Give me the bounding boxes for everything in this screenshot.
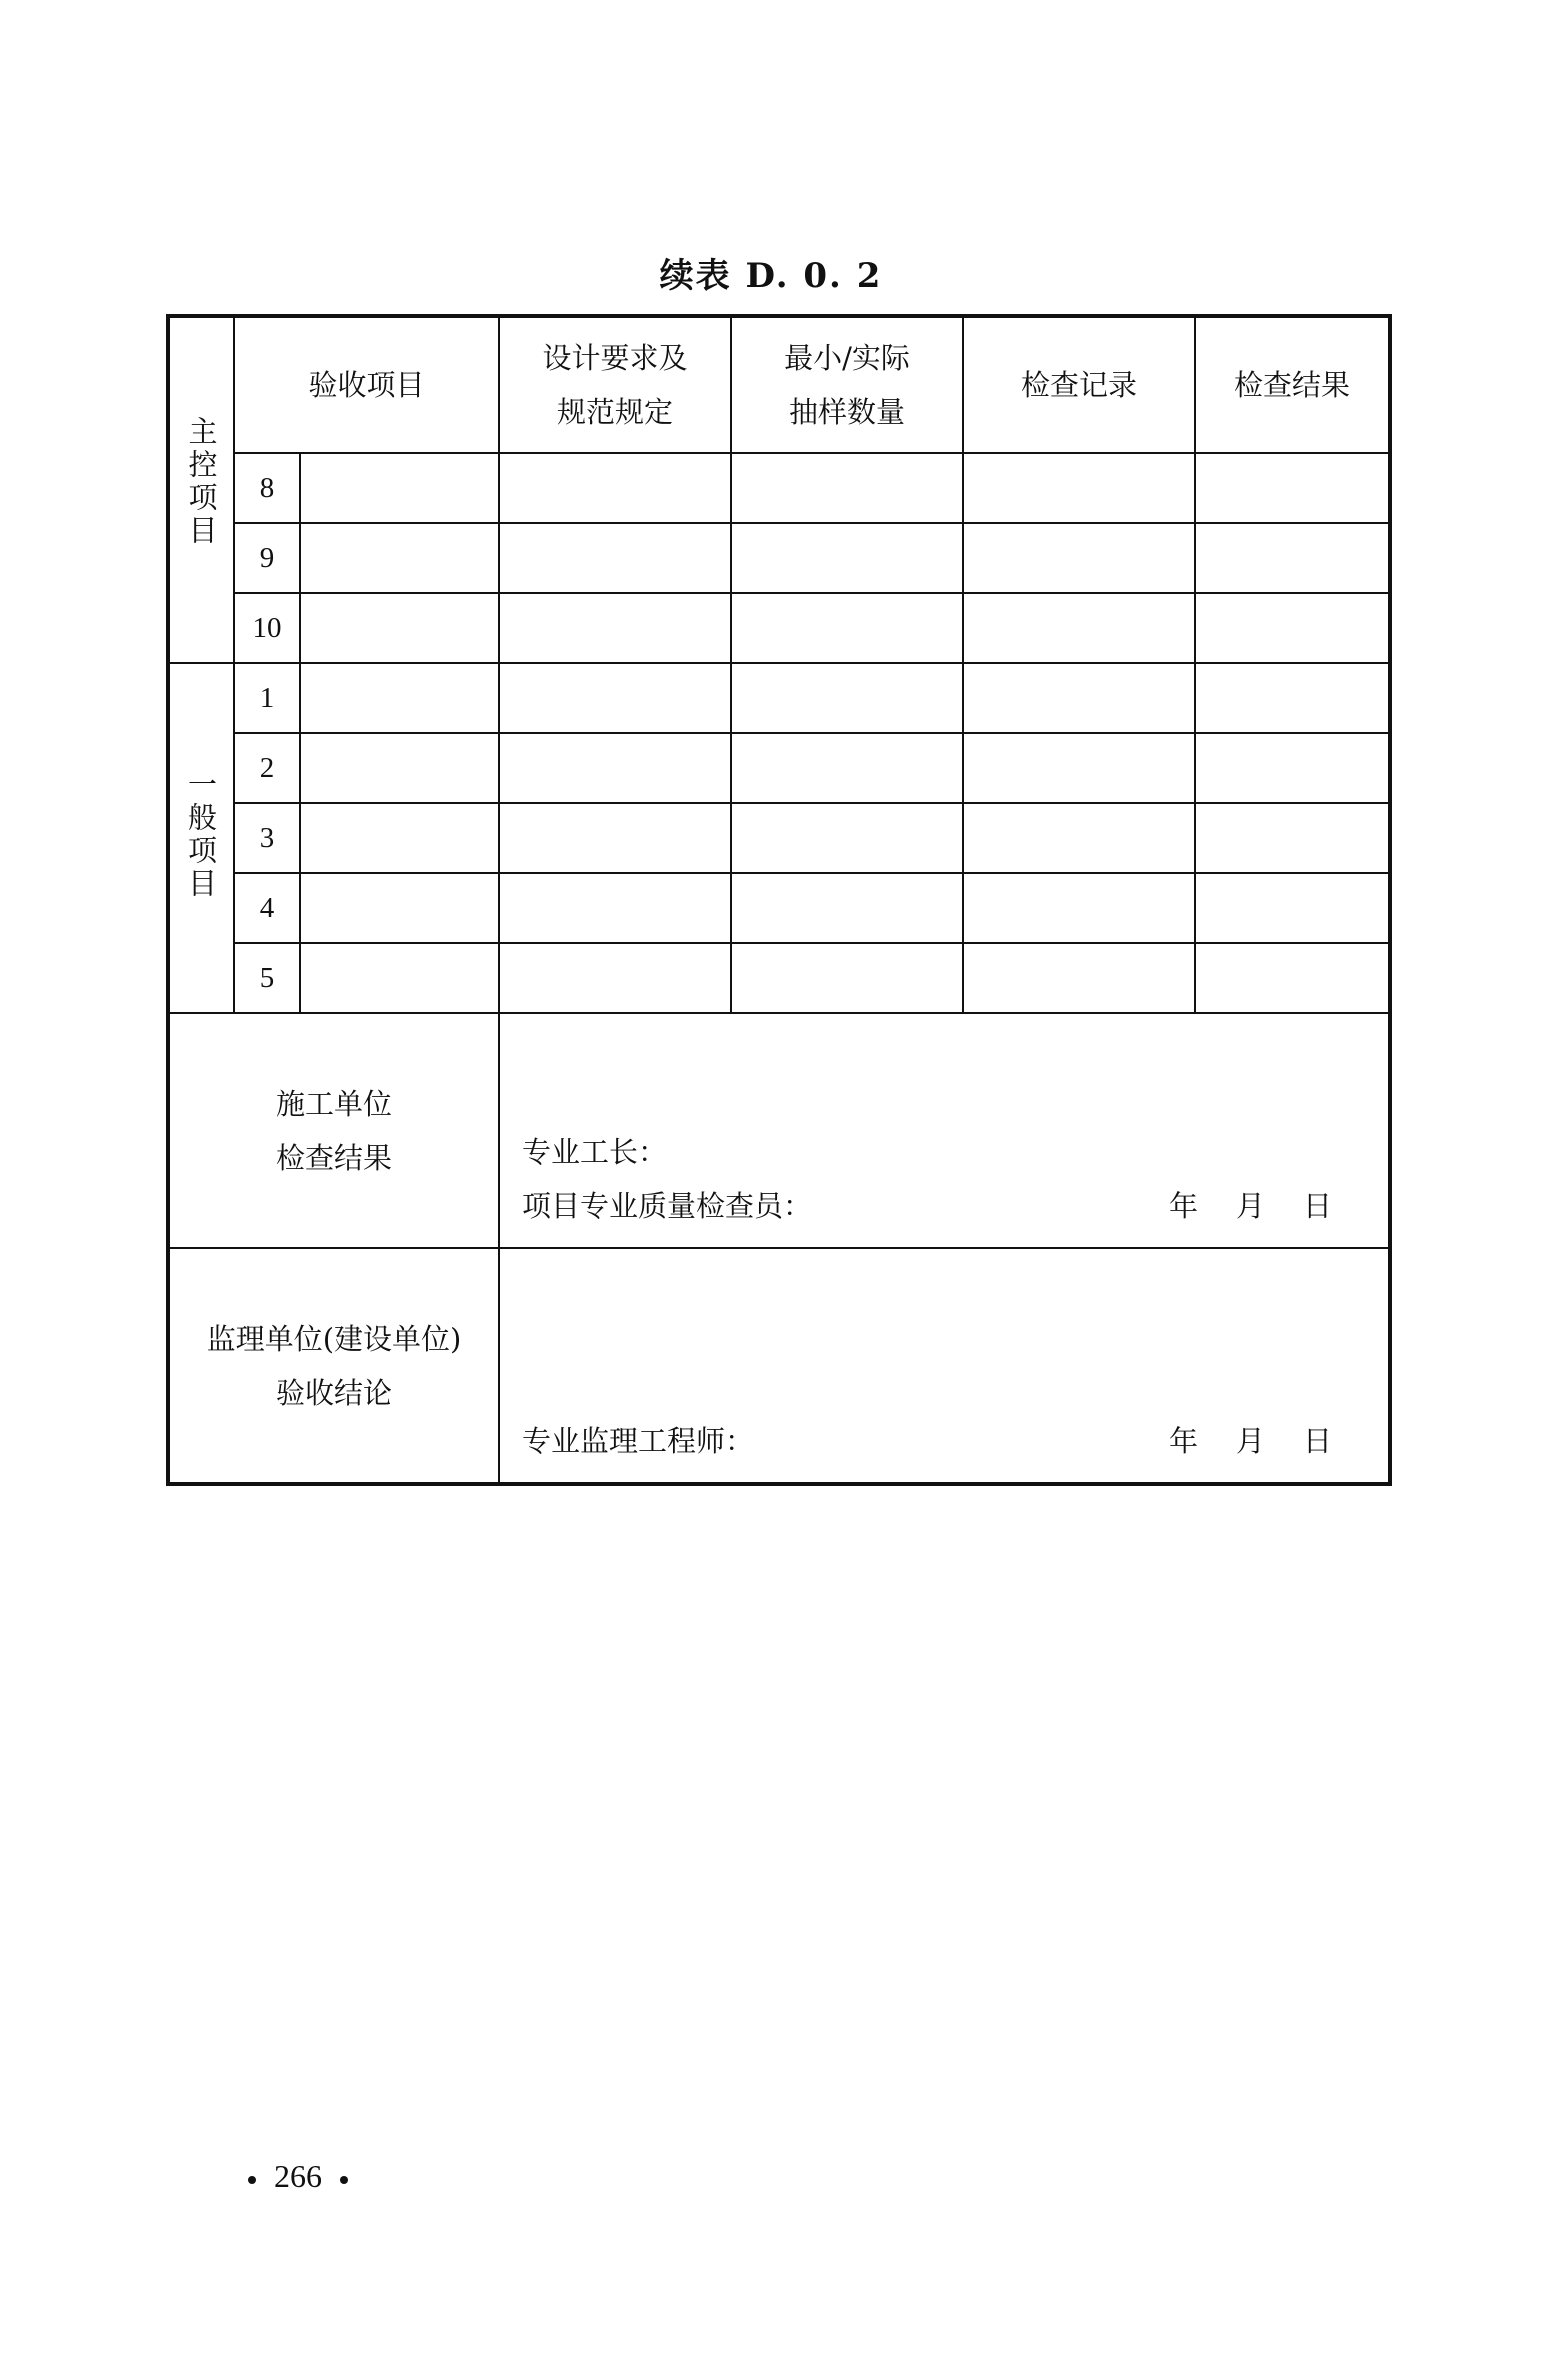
record-cell[interactable] bbox=[963, 523, 1195, 593]
result-cell[interactable] bbox=[1195, 873, 1390, 943]
item-cell[interactable] bbox=[300, 733, 499, 803]
requirement-cell[interactable] bbox=[499, 663, 731, 733]
header-design-requirement: 设计要求及 规范规定 bbox=[499, 316, 731, 453]
page-number: 266 bbox=[230, 2158, 366, 2195]
requirement-cell[interactable] bbox=[499, 873, 731, 943]
table-row bbox=[168, 453, 1390, 523]
supervising-engineer-label: 专业监理工程师： bbox=[522, 1424, 755, 1458]
row-number: 10 bbox=[234, 593, 300, 663]
sample-cell[interactable] bbox=[731, 663, 963, 733]
record-cell[interactable] bbox=[963, 663, 1195, 733]
header-acceptance-item: 验收项目 bbox=[234, 316, 499, 453]
bullet-icon bbox=[248, 2176, 256, 2184]
table-row bbox=[168, 943, 1390, 1013]
item-cell[interactable] bbox=[300, 873, 499, 943]
item-cell[interactable] bbox=[300, 523, 499, 593]
construction-date: 年 月 日 bbox=[1168, 1189, 1333, 1223]
row-number: 5 bbox=[234, 943, 300, 1013]
row-number: 1 bbox=[234, 663, 300, 733]
sample-cell[interactable] bbox=[731, 803, 963, 873]
header-inspection-result: 检查结果 bbox=[1195, 316, 1390, 453]
row-number: 4 bbox=[234, 873, 300, 943]
result-cell[interactable] bbox=[1195, 453, 1390, 523]
table-row bbox=[168, 593, 1390, 663]
table-row bbox=[168, 803, 1390, 873]
requirement-cell[interactable] bbox=[499, 593, 731, 663]
table-row bbox=[168, 663, 1390, 733]
record-cell[interactable] bbox=[963, 873, 1195, 943]
record-cell[interactable] bbox=[963, 453, 1195, 523]
sample-cell[interactable] bbox=[731, 733, 963, 803]
table-title: 续表 D. 0. 2 bbox=[659, 256, 883, 296]
header-inspection-record: 检查记录 bbox=[963, 316, 1195, 453]
inspection-form-table bbox=[166, 314, 1392, 1486]
row-number: 9 bbox=[234, 523, 300, 593]
record-cell[interactable] bbox=[963, 593, 1195, 663]
supervision-unit-signoff[interactable] bbox=[499, 1248, 1390, 1484]
sample-cell[interactable] bbox=[731, 593, 963, 663]
result-cell[interactable] bbox=[1195, 943, 1390, 1013]
table-row bbox=[168, 523, 1390, 593]
result-cell[interactable] bbox=[1195, 733, 1390, 803]
sample-cell[interactable] bbox=[731, 453, 963, 523]
result-cell[interactable] bbox=[1195, 593, 1390, 663]
item-cell[interactable] bbox=[300, 663, 499, 733]
bullet-icon bbox=[340, 2176, 348, 2184]
header-sample-count: 最小/实际 抽样数量 bbox=[731, 316, 963, 453]
sample-cell[interactable] bbox=[731, 523, 963, 593]
supervision-unit-section bbox=[168, 1248, 1390, 1484]
row-number: 3 bbox=[234, 803, 300, 873]
requirement-cell[interactable] bbox=[499, 733, 731, 803]
table-row bbox=[168, 873, 1390, 943]
requirement-cell[interactable] bbox=[499, 523, 731, 593]
construction-unit-section bbox=[168, 1013, 1390, 1248]
header-row bbox=[168, 316, 1390, 453]
construction-unit-label: 施工单位 检查结果 bbox=[168, 1013, 499, 1248]
item-cell[interactable] bbox=[300, 593, 499, 663]
row-number: 2 bbox=[234, 733, 300, 803]
row-number: 8 bbox=[234, 453, 300, 523]
item-cell[interactable] bbox=[300, 453, 499, 523]
sample-cell[interactable] bbox=[731, 943, 963, 1013]
supervision-unit-label: 监理单位(建设单位) 验收结论 bbox=[168, 1248, 499, 1484]
record-cell[interactable] bbox=[963, 943, 1195, 1013]
quality-inspector-label: 项目专业质量检查员： bbox=[522, 1189, 813, 1223]
record-cell[interactable] bbox=[963, 733, 1195, 803]
requirement-cell[interactable] bbox=[499, 803, 731, 873]
record-cell[interactable] bbox=[963, 803, 1195, 873]
supervision-date: 年 月 日 bbox=[1168, 1424, 1333, 1458]
construction-unit-signoff[interactable] bbox=[499, 1013, 1390, 1248]
requirement-cell[interactable] bbox=[499, 943, 731, 1013]
main-control-category: 主控项目 bbox=[168, 316, 234, 663]
item-cell[interactable] bbox=[300, 943, 499, 1013]
foreman-label: 专业工长： bbox=[522, 1135, 668, 1169]
result-cell[interactable] bbox=[1195, 663, 1390, 733]
table-row bbox=[168, 733, 1390, 803]
requirement-cell[interactable] bbox=[499, 453, 731, 523]
result-cell[interactable] bbox=[1195, 523, 1390, 593]
sample-cell[interactable] bbox=[731, 873, 963, 943]
result-cell[interactable] bbox=[1195, 803, 1390, 873]
general-category: 一般项目 bbox=[168, 663, 234, 1013]
item-cell[interactable] bbox=[300, 803, 499, 873]
